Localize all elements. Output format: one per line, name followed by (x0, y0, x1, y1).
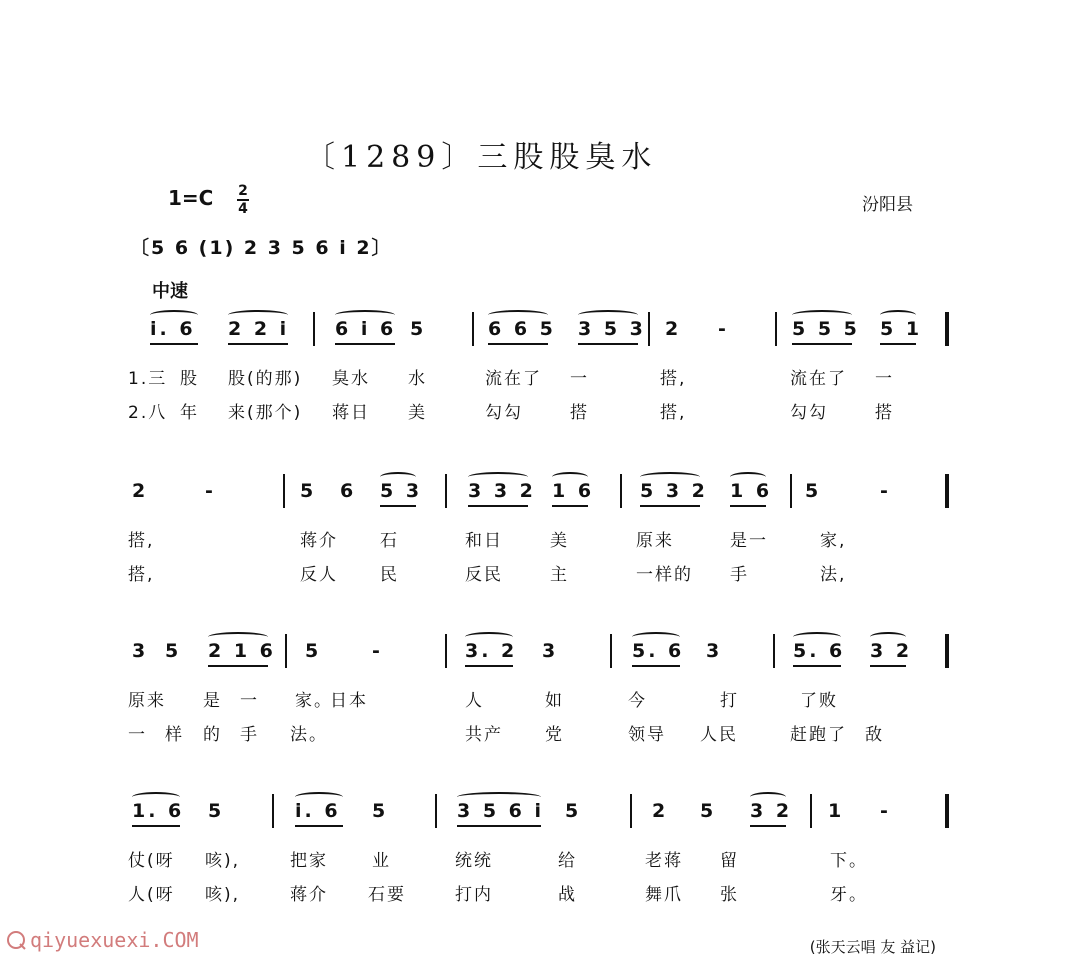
note-group: 3 3 2 (468, 480, 536, 502)
slur-mark (228, 310, 288, 320)
lyric-verse-2: 赶跑了 (790, 725, 847, 745)
watermark: qiyuexuexi.COM (30, 928, 199, 952)
lyric-verse-1: 一 (570, 369, 589, 389)
slur-mark (640, 472, 700, 482)
beam-underline (488, 343, 548, 345)
beam-underline (132, 825, 180, 827)
lyric-verse-2: 蒋日 (332, 403, 370, 423)
slur-mark (880, 310, 916, 320)
note-group: 5 (565, 800, 582, 822)
lyric-verse-2: 法。 (290, 725, 328, 745)
lyric-verse-1: 统统 (455, 851, 493, 871)
beam-underline (578, 343, 638, 345)
slur-mark (792, 310, 852, 320)
beam-underline (730, 505, 766, 507)
note-group: 6 i 6 (335, 318, 397, 340)
barline (775, 312, 777, 346)
lyric-verse-1: 是一 (730, 531, 768, 551)
lyric-verse-2: 一样的 (636, 565, 693, 585)
lyric-verse-2: 样 (165, 725, 184, 745)
note-group: 3 2 (750, 800, 793, 822)
note-group: 3 2 (870, 640, 913, 662)
time-signature-top: 2 (238, 183, 248, 199)
lyric-verse-2: 手 (240, 725, 259, 745)
barline (445, 474, 447, 508)
note-group: 1 6 (730, 480, 773, 502)
note-group: 5 1 (880, 318, 923, 340)
lyric-verse-2: 搭 (570, 403, 589, 423)
beam-underline (640, 505, 700, 507)
note-group: i. 6 (295, 800, 341, 822)
note-group: 1 (828, 800, 845, 822)
beam-underline (150, 343, 198, 345)
lyric-verse-1: 搭, (660, 369, 687, 389)
barline (648, 312, 650, 346)
slur-mark (295, 792, 343, 802)
lyric-verse-1: 打 (720, 691, 739, 711)
final-barline (945, 794, 949, 828)
lyric-verse-1: 蒋介 (300, 531, 338, 551)
slur-mark (730, 472, 766, 482)
final-barline (945, 312, 949, 346)
lyric-verse-2: 美 (408, 403, 427, 423)
lyric-verse-1: 原来 (128, 691, 166, 711)
note-group: 3 5 3 (578, 318, 646, 340)
note-group: 6 (340, 480, 357, 502)
lyric-verse-1: 如 (545, 691, 564, 711)
lyric-verse-2: 搭, (660, 403, 687, 423)
note-group: 3 (542, 640, 559, 662)
lyric-verse-1: 和日 (465, 531, 503, 551)
note-group: - (718, 318, 729, 340)
slur-mark (578, 310, 638, 320)
lyric-verse-2: 法, (820, 565, 847, 585)
note-group: 5 (300, 480, 317, 502)
note-group: 2 1 6 (208, 640, 276, 662)
note-group: 5 3 (380, 480, 423, 502)
lyric-verse-2: 搭, (128, 565, 155, 585)
note-group: 3 (132, 640, 149, 662)
note-group: 5. 6 (632, 640, 685, 662)
lyric-verse-2: 咳), (205, 885, 241, 905)
lyric-verse-1: 咳), (205, 851, 241, 871)
beam-underline (380, 505, 416, 507)
slur-mark (335, 310, 395, 320)
slur-mark (457, 792, 541, 802)
beam-underline (457, 825, 541, 827)
intro-phrase: 〔5 6 (1) 2 3 5 6 i 2〕 (130, 237, 393, 259)
note-group: 2 2 i (228, 318, 290, 340)
note-group: 5 3 2 (640, 480, 708, 502)
note-group: 5 5 5 (792, 318, 860, 340)
note-group: - (205, 480, 216, 502)
note-group: - (880, 480, 891, 502)
note-group: 3 5 6 i (457, 800, 545, 822)
barline (285, 634, 287, 668)
key-signature: 1=C (168, 186, 214, 210)
lyric-verse-1: 股(的那) (228, 369, 303, 389)
lyric-verse-2: 人民 (700, 725, 738, 745)
lyric-verse-2: 战 (558, 885, 577, 905)
lyric-verse-2: 手 (730, 565, 749, 585)
beam-underline (552, 505, 588, 507)
note-group: 6 6 5 (488, 318, 556, 340)
page-title: 〔1289〕三股股臭水 (305, 140, 658, 175)
beam-underline (465, 665, 513, 667)
watermark-logo-icon (6, 930, 26, 950)
lyric-verse-2: 搭 (875, 403, 894, 423)
barline (773, 634, 775, 668)
note-group: 5 (208, 800, 225, 822)
beam-underline (792, 343, 852, 345)
note-group: 5 (700, 800, 717, 822)
lyric-verse-2: 领导 (628, 725, 666, 745)
time-signature (237, 184, 249, 216)
lyric-verse-2: 反民 (465, 565, 503, 585)
tempo-marking: 中速 (152, 281, 188, 302)
lyric-verse-2: 反人 (300, 565, 338, 585)
lyric-verse-1: 搭, (128, 531, 155, 551)
beam-underline (228, 343, 288, 345)
barline (272, 794, 274, 828)
barline (435, 794, 437, 828)
beam-underline (880, 343, 916, 345)
note-group: 2 (652, 800, 669, 822)
note-group: - (880, 800, 891, 822)
lyric-verse-2: 的 (203, 725, 222, 745)
barline (630, 794, 632, 828)
lyric-verse-1: 仗(呀 (128, 851, 175, 871)
lyric-verse-1: 原来 (636, 531, 674, 551)
note-group: 3 (706, 640, 723, 662)
lyric-verse-2: 石要 (368, 885, 406, 905)
note-group: 3. 2 (465, 640, 518, 662)
lyric-verse-2: 主 (550, 565, 569, 585)
slur-mark (552, 472, 588, 482)
lyric-verse-1: 美 (550, 531, 569, 551)
barline (620, 474, 622, 508)
lyric-verse-2: 敌 (865, 725, 884, 745)
lyric-verse-2: 勾勾 (485, 403, 523, 423)
note-group: 5. 6 (793, 640, 846, 662)
note-group: i. 6 (150, 318, 196, 340)
time-signature-bottom: 4 (238, 201, 248, 217)
lyric-verse-2: 2.八 (128, 403, 168, 423)
lyric-verse-1: 石 (380, 531, 399, 551)
lyric-verse-1: 一 (875, 369, 894, 389)
lyric-verse-1: 流在了 (790, 369, 847, 389)
beam-underline (208, 665, 268, 667)
lyric-verse-2: 勾勾 (790, 403, 828, 423)
lyric-verse-1: 股 (180, 369, 199, 389)
slur-mark (380, 472, 416, 482)
beam-underline (870, 665, 906, 667)
beam-underline (750, 825, 786, 827)
lyric-verse-1: 给 (558, 851, 577, 871)
lyric-verse-2: 蒋介 (290, 885, 328, 905)
lyric-verse-2: 舞爪 (645, 885, 683, 905)
lyric-verse-2: 打内 (455, 885, 493, 905)
barline (445, 634, 447, 668)
lyric-verse-2: 张 (720, 885, 739, 905)
beam-underline (468, 505, 528, 507)
barline (472, 312, 474, 346)
lyric-verse-1: 家。 (295, 691, 333, 711)
note-group: 5 (410, 318, 427, 340)
lyric-verse-1: 臭水 (332, 369, 370, 389)
lyric-verse-1: 1.三 (128, 369, 168, 389)
note-group: 5 (805, 480, 822, 502)
note-group: 1. 6 (132, 800, 185, 822)
barline (790, 474, 792, 508)
lyric-verse-2: 共产 (465, 725, 503, 745)
slur-mark (870, 632, 906, 642)
lyric-verse-1: 一 (240, 691, 259, 711)
lyric-verse-1: 老蒋 (645, 851, 683, 871)
final-barline (945, 474, 949, 508)
lyric-verse-1: 把家 (290, 851, 328, 871)
note-group: 5 (165, 640, 182, 662)
note-group: 2 (132, 480, 149, 502)
slur-mark (465, 632, 513, 642)
slur-mark (632, 632, 680, 642)
slur-mark (150, 310, 198, 320)
barline (313, 312, 315, 346)
note-group: 1 6 (552, 480, 595, 502)
lyric-verse-2: 年 (180, 403, 199, 423)
lyric-verse-1: 是 (203, 691, 222, 711)
slur-mark (132, 792, 180, 802)
lyric-verse-1: 人 (465, 691, 484, 711)
beam-underline (295, 825, 343, 827)
lyric-verse-2: 党 (545, 725, 564, 745)
lyric-verse-1: 了败 (800, 691, 838, 711)
slur-mark (208, 632, 268, 642)
lyric-verse-1: 留 (720, 851, 739, 871)
barline (810, 794, 812, 828)
note-group: 2 (665, 318, 682, 340)
beam-underline (335, 343, 395, 345)
note-group: 5 (305, 640, 322, 662)
note-group: 5 (372, 800, 389, 822)
lyric-verse-1: 家, (820, 531, 847, 551)
slur-mark (468, 472, 528, 482)
lyric-verse-2: 民 (380, 565, 399, 585)
slur-mark (793, 632, 841, 642)
lyric-verse-1: 下。 (830, 851, 868, 871)
lyric-verse-2: 来(那个) (228, 403, 303, 423)
lyric-verse-2: 一 (128, 725, 147, 745)
lyric-verse-1: 业 (372, 851, 391, 871)
barline (283, 474, 285, 508)
lyric-verse-2: 人(呀 (128, 885, 175, 905)
slur-mark (750, 792, 786, 802)
barline (610, 634, 612, 668)
lyric-verse-1: 流在了 (485, 369, 542, 389)
beam-underline (632, 665, 680, 667)
note-group: - (372, 640, 383, 662)
slur-mark (488, 310, 548, 320)
lyric-verse-1: 今 (628, 691, 647, 711)
lyric-verse-1: 日本 (330, 691, 368, 711)
lyric-verse-1: 水 (408, 369, 427, 389)
county-label: 汾阳县 (862, 195, 913, 215)
beam-underline (793, 665, 841, 667)
lyric-verse-2: 牙。 (830, 885, 868, 905)
final-barline (945, 634, 949, 668)
credit-line: (张天云唱 友 益记) (809, 938, 936, 956)
